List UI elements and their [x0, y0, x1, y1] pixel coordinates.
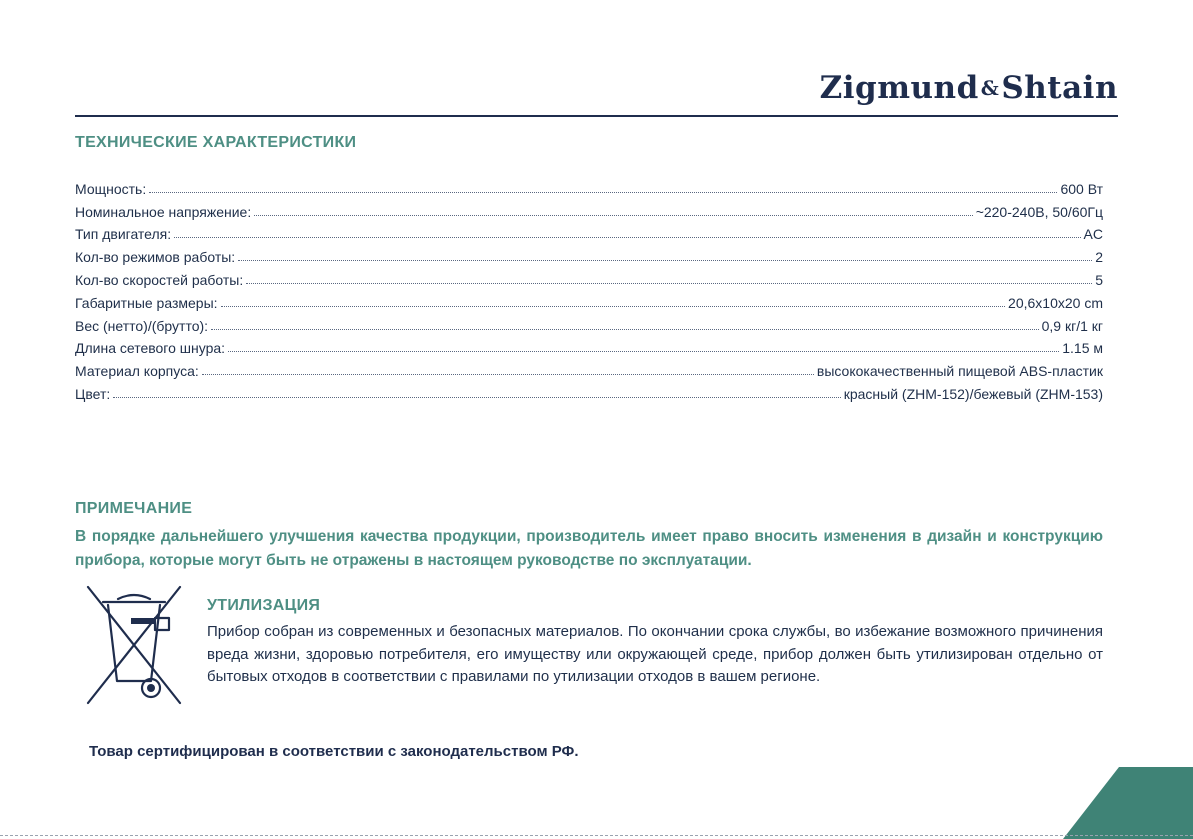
spec-value: 20,6x10x20 cm: [1008, 294, 1103, 311]
spec-row: [75, 311, 1103, 334]
spec-label: Вес (нетто)/(брутто):: [75, 317, 209, 334]
spec-value: 2: [1095, 249, 1103, 266]
spec-label: Номинальное напряжение:: [75, 203, 252, 220]
spec-dot-leader: [238, 260, 1092, 261]
spec-row: [75, 174, 1103, 197]
footer-dashed-line: [0, 835, 1193, 836]
note-title: ПРИМЕЧАНИЕ: [75, 500, 193, 517]
spec-row: [75, 265, 1103, 288]
spec-value: AC: [1083, 226, 1103, 243]
brand-name-right: Shtain: [1001, 70, 1118, 106]
spec-label: Тип двигателя:: [75, 226, 172, 243]
spec-label: Мощность:: [75, 180, 147, 197]
specs-title: ТЕХНИЧЕСКИЕ ХАРАКТЕРИСТИКИ: [75, 134, 357, 151]
spec-label: Цвет:: [75, 385, 111, 402]
spec-value: высококачественный пищевой ABS-пластик: [816, 363, 1103, 380]
spec-value: красный (ZHM-152)/бежевый (ZHM-153): [843, 385, 1103, 402]
spec-value: 1.15 м: [1062, 340, 1103, 357]
spec-label: Габаритные размеры:: [75, 294, 218, 311]
header-rule: [75, 115, 1118, 117]
corner-decoration: [1063, 767, 1193, 839]
spec-dot-leader: [228, 351, 1059, 352]
brand-logo: [820, 70, 1118, 106]
spec-dot-leader: [211, 329, 1039, 330]
spec-label: Кол-во скоростей работы:: [75, 271, 244, 288]
spec-value: ~220-240В, 50/60Гц: [975, 203, 1103, 220]
disposal-text: Прибор собран из современных и безопасных материалов. По окончании срока службы, во избежание возможного причинения вреда жизни, здоровью потребителя, его имуществу или окружающей среде, прибор должен быть утилизирован отдельно от бытовых отходов в соответствии с правилами по утилизации отходов в вашем регионе.: [207, 623, 1103, 685]
spec-row: [75, 197, 1103, 220]
spec-dot-leader: [174, 237, 1080, 238]
spec-dot-leader: [221, 306, 1006, 307]
spec-label: Кол-во режимов работы:: [75, 249, 236, 266]
spec-row: [75, 334, 1103, 357]
spec-dot-leader: [254, 215, 972, 216]
spec-row: [75, 379, 1103, 402]
crossed-out-bin-icon: [85, 585, 183, 707]
spec-row: [75, 288, 1103, 311]
spec-value: 0,9 кг/1 кг: [1041, 317, 1103, 334]
spec-value: 600 Вт: [1060, 180, 1103, 197]
spec-dot-leader: [149, 192, 1057, 193]
spec-label: Материал корпуса:: [75, 363, 199, 380]
note-text: В порядке дальнейшего улучшения качества продукции, производитель имеет право вносить изменения в дизайн и конструкцию прибора, которые могут быть не отражены в настоящем руководстве по эксплуатации.: [75, 528, 1103, 569]
specs-list: [75, 174, 1103, 402]
spec-dot-leader: [202, 374, 814, 375]
brand-name-left: Zigmund: [819, 70, 979, 106]
spec-row: [75, 242, 1103, 265]
spec-row: [75, 356, 1103, 379]
disposal-title: УТИЛИЗАЦИЯ: [207, 597, 321, 614]
spec-value: 5: [1095, 271, 1103, 288]
spec-row: [75, 220, 1103, 243]
spec-dot-leader: [113, 397, 840, 398]
certification-text: Товар сертифицирован в соответствии с законодательством РФ.: [89, 743, 579, 760]
brand-ampersand: &: [980, 76, 1000, 100]
spec-label: Длина сетевого шнура:: [75, 340, 226, 357]
spec-dot-leader: [246, 283, 1092, 284]
